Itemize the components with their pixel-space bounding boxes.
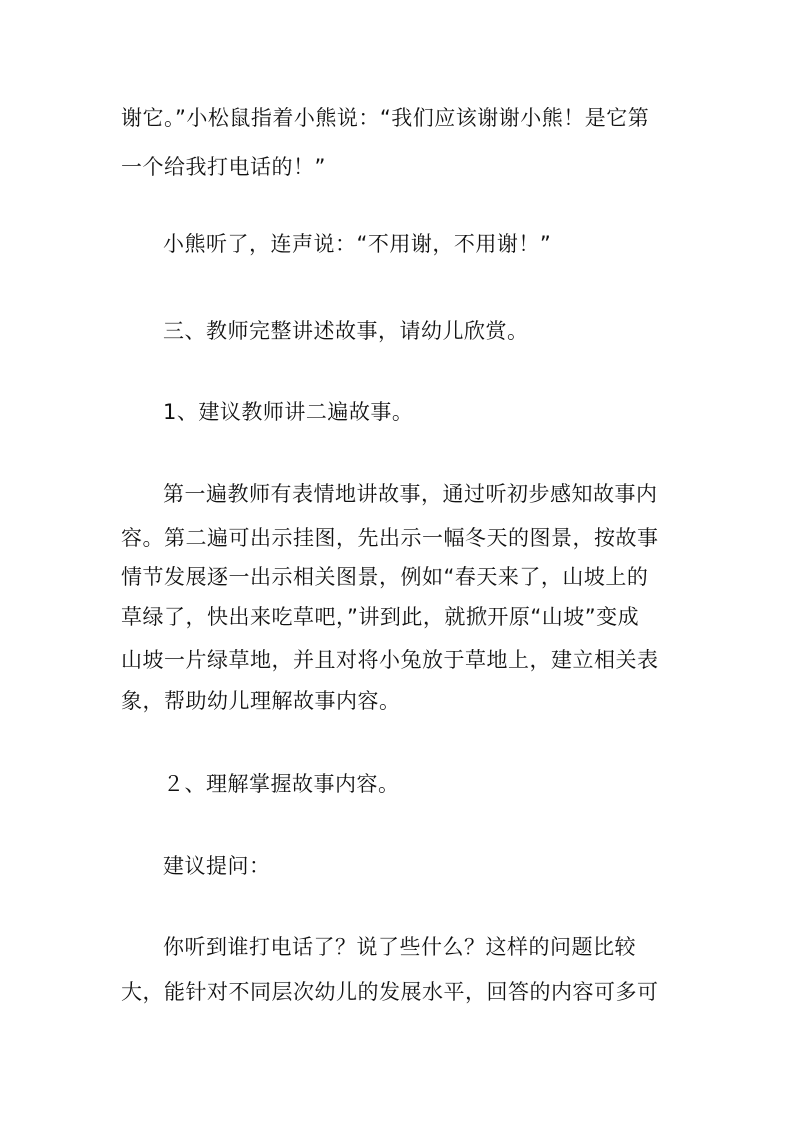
text-line: 大，能针对不同层次幼儿的发展水平，回答的内容可多可 [121,980,659,1004]
text-line: 你听到谁打电话了？说了些什么？这样的问题比较 [163,935,636,959]
text-line: 情节发展逐一出示相关图景，例如“春天来了，山坡上的 [121,565,649,589]
text-line: 第一遍教师有表情地讲故事，通过听初步感知故事内 [163,482,658,506]
text-line: 一个给我打电话的！” [121,155,326,179]
text-line: 建议提问： [163,854,271,878]
subsection-heading: ２、理解掌握故事内容。 [163,772,400,796]
text-line: 谢它。”小松鼠指着小熊说：“我们应该谢谢小熊！是它第 [121,106,650,130]
text-line: 山坡一片绿草地，并且对将小兔放于草地上，建立相关表 [121,648,659,672]
text-line: 草绿了，快出来吃草吧，”讲到此，就掀开原“山坡”变成 [121,605,640,629]
text-line: 容。第二遍可出示挂图，先出示一幅冬天的图景，按故事 [121,526,659,550]
text-line: 小熊听了，连声说：“不用谢，不用谢！” [163,232,552,256]
section-heading: 三、教师完整讲述故事，请幼儿欣赏。 [163,319,529,343]
text-line: 象，帮助幼儿理解故事内容。 [121,689,401,713]
subsection-heading: 1、建议教师讲二遍故事。 [163,400,414,424]
